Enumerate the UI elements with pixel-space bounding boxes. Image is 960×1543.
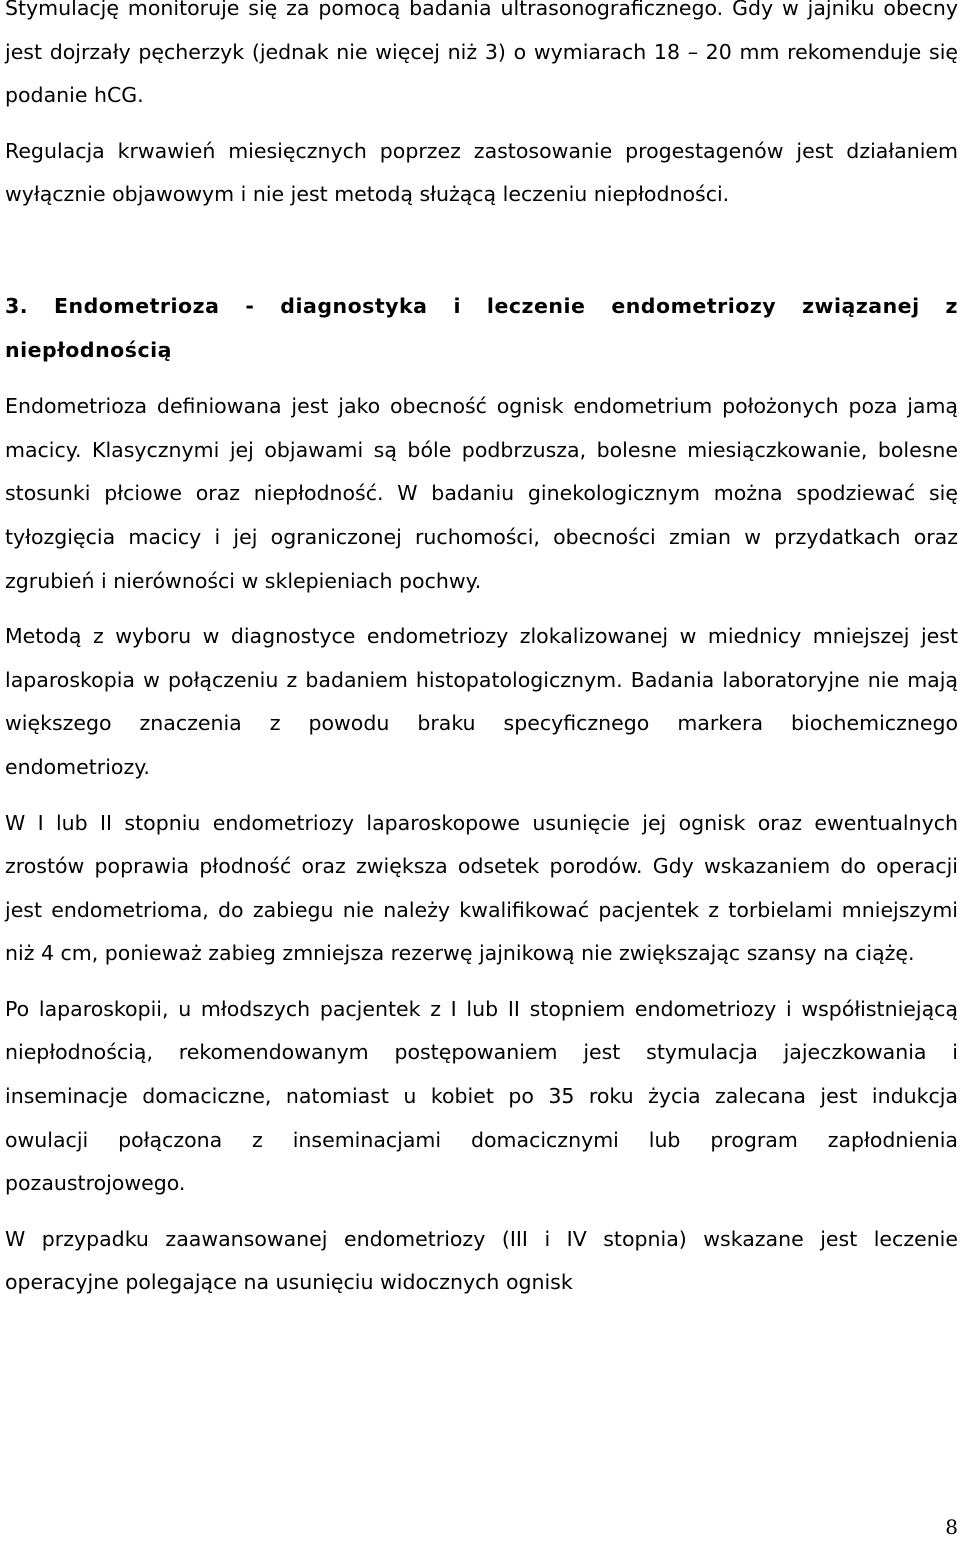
section-spacer [5, 229, 958, 285]
section-heading: 3. Endometrioza - diagnostyka i leczenie endometriozy związanej z niepłodnością [5, 293, 958, 362]
document-page [5, 0, 958, 1317]
paragraph-diagnostic-method: Metodą z wyboru w diagnostyce endometriozy zlokalizowanej w miednicy mniejszej jest laparoskopia w połączeniu z badaniem histopatologicznym. Badania laboratoryjne nie mają większego znaczenia z powodu braku specyficznego markera biochemicznego endometriozy. [5, 624, 958, 779]
paragraph-post-laparoscopy: Po laparoskopii, u młodszych pacjentek z I lub II stopniem endometriozy i współistniejącą niepłodnością, rekomendowanym postępowaniem jest stymulacja jajeczkowania i inseminacje domaciczne, natomiast u kobiet po 35 roku życia zalecana jest indukcja owulacji połączona z inseminacjami domacicznymi lub program zapłodnienia pozaustrojowego. [5, 996, 958, 1196]
paragraph-endometriosis-definition: Endometrioza definiowana jest jako obecność ognisk endometrium położonych poza jamą macicy. Klasycznymi jej objawami są bóle podbrzusza, bolesne miesiączkowanie, bolesne stosunki płciowe oraz niepłodność. W badaniu ginekologicznym można spodziewać się tyłozgięcia macicy i jej ograniczonej ruchomości, obecności zmian w przydatkach oraz zgrubień i nierówności w sklepieniach pochwy. [5, 394, 958, 593]
paragraph-advanced-endometriosis: W przypadku zaawansowanej endometriozy (III i IV stopnia) wskazane jest leczenie operacyjne polegające na usunięciu widocznych ognisk [5, 1226, 958, 1295]
paragraph-stimulation-monitoring: Stymulację monitoruje się za pomocą badania ultrasonograficznego. Gdy w jajniku obecny jest dojrzały pęcherzyk (jednak nie więcej niż 3) o wymiarach 18 – 20 mm rekomenduje się podanie hCG. [5, 0, 958, 108]
page-number: 8 [945, 1515, 958, 1539]
paragraph-bleeding-regulation: Regulacja krwawień miesięcznych poprzez zastosowanie progestagenów jest działaniem wyłącznie objawowym i nie jest metodą służącą leczeniu niepłodności. [5, 138, 958, 207]
paragraph-laparoscopic-removal: W I lub II stopniu endometriozy laparoskopowe usunięcie jej ognisk oraz ewentualnych zrostów poprawia płodność oraz zwiększa odsetek porodów. Gdy wskazaniem do operacji jest endometrioma, do zabiegu nie należy kwalifikować pacjentek z torbielami mniejszymi niż 4 cm, ponieważ zabieg zmniejsza rezerwę jajnikową nie zwiększając szansy na ciążę. [5, 810, 958, 966]
